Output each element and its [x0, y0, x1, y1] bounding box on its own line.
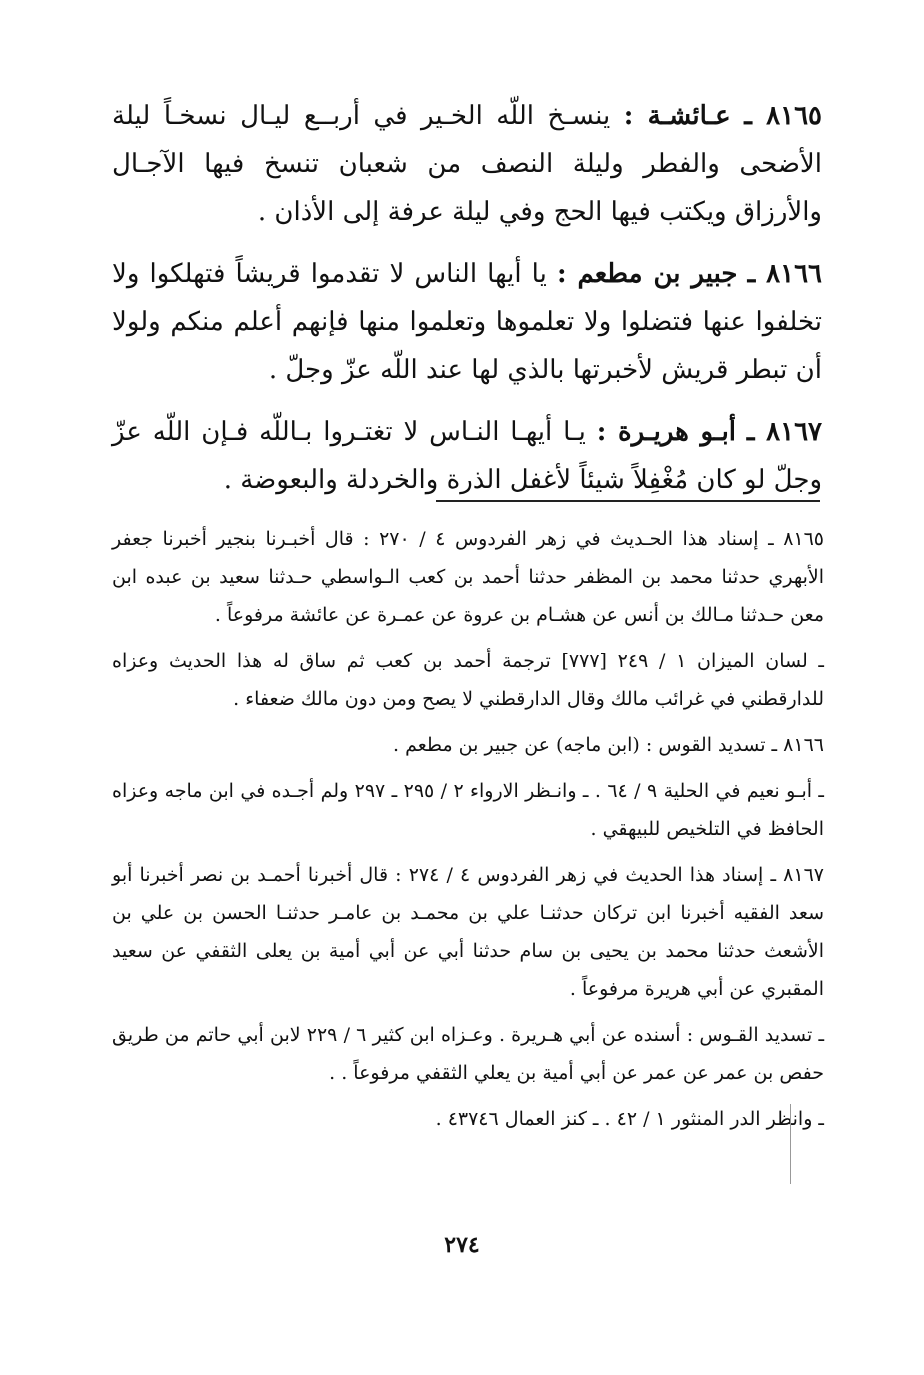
narrator-name: أبـو هريـرة : [596, 417, 737, 447]
footnote-8166-hilya: ـ أبـو نعيم في الحلية ٩ / ٦٤ . ـ وانـظر الارواء ٢ / ٢٩٥ ـ ٢٩٧ ولم أجـده في ابن ماجه وعزاه الحافظ في التلخيص للبيهقي . [112, 780, 824, 840]
footnote-8165-lisan: ـ لسان الميزان ١ / ٢٤٩ [٧٧٧] ترجمة أحمد بن كعب ثم ساق له هذا الحديث وعزاه للدارقطني في غرائب مالك وقال الدارقطني لا يصح ومن دون مالك ضعفاء . [112, 650, 825, 710]
narrator-name: جبير بن مطعم : [556, 259, 738, 289]
page-number: ٢٧٤ [444, 1232, 480, 1258]
hadith-8166 [112, 250, 822, 394]
narrator-name: عـائشـة : [623, 101, 731, 131]
hadith-number: ٨١٦٥ ـ [744, 101, 823, 131]
hadith-8167 [112, 408, 822, 504]
hadith-number: ٨١٦٧ ـ [746, 417, 823, 447]
hadith-8165 [112, 92, 822, 236]
main-text [112, 92, 822, 518]
footnotes [112, 520, 824, 1146]
footnote-8165-isnad: ٨١٦٥ ـ إسناد هذا الحـديث في زهر الفردوس ٤ / ٢٧٠ : قال أخبـرنا بنجير أخبرنا جعفر الأبهري حدثنا محمد بن المظفر حدثنا أحمد بن كعب الـواسطي حـدثنا سعيد بن عبده ابن معن حـدثنا مـالك بن أنس عن هشـام بن عروة عن عمـرة عن عائشة مرفوعاً . [112, 528, 825, 626]
margin-mark [790, 1104, 791, 1184]
hadith-text: يـا أيهـا النـاس لا تغتـروا بـاللّه فـإن اللّه عزّ وجلّ لو كان مُغْفِلاً شيئاً لأغفل الذرة والخردلة والبعوضة . [112, 417, 822, 495]
footnote-8167-isnad: ٨١٦٧ ـ إسناد هذا الحديث في زهر الفردوس ٤ / ٢٧٤ : قال أخبرنا أحمـد بن نصر أخبرنا أبو سعد الفقيه أخبرنا ابن تركان حدثنـا علي بن محمـد بن عامـر حدثنـا الحسن بن علي بن الأشعث حدثنا محمد بن يحيى بن سام حدثنا أبي عن أبي أمية بن يعلى الثقفي عن سعيد المقبري عن أبي هريرة مرفوعاً . [112, 864, 824, 1000]
hadith-text: ينسـخ اللّه الخـير في أربــع ليـال نسخـاً ليلة الأضحى والفطر وليلة النصف من شعبان تنسخ فيها الآجـال والأرزاق ويكتب فيها الحج وفي ليلة عرفة إلى الأذان . [112, 101, 822, 227]
hadith-number: ٨١٦٦ ـ [747, 259, 823, 289]
footnote-8167-tasdid: ـ تسديد القـوس : أسنده عن أبي هـريرة . وعـزاه ابن كثير ٦ / ٢٢٩ لابن أبي حاتم من طريق حفص بن عمر عن عمر عن أبي أمية بن يعلي الثقفي مرفوعاً . . [112, 1024, 825, 1084]
footnote-8166-tasdid: ٨١٦٦ ـ تسديد القوس : (ابن ماجه) عن جبير بن مطعم . [392, 734, 824, 756]
hadith-text: يا أيها الناس لا تقدموا قريشاً فتهلكوا ولا تخلفوا عنها فتضلوا ولا تعلموها وتعلموا منها فإنهم أعلم منكم ولولا أن تبطر قريش لأخبرتها بالذي لها عند اللّه عزّ وجلّ . [112, 259, 822, 385]
footnote-separator [436, 500, 820, 502]
footnote-8167-durr: ـ وانظر الدر المنثور ١ / ٤٢ . ـ كنز العمال ٤٣٧٤٦ . [435, 1108, 824, 1130]
